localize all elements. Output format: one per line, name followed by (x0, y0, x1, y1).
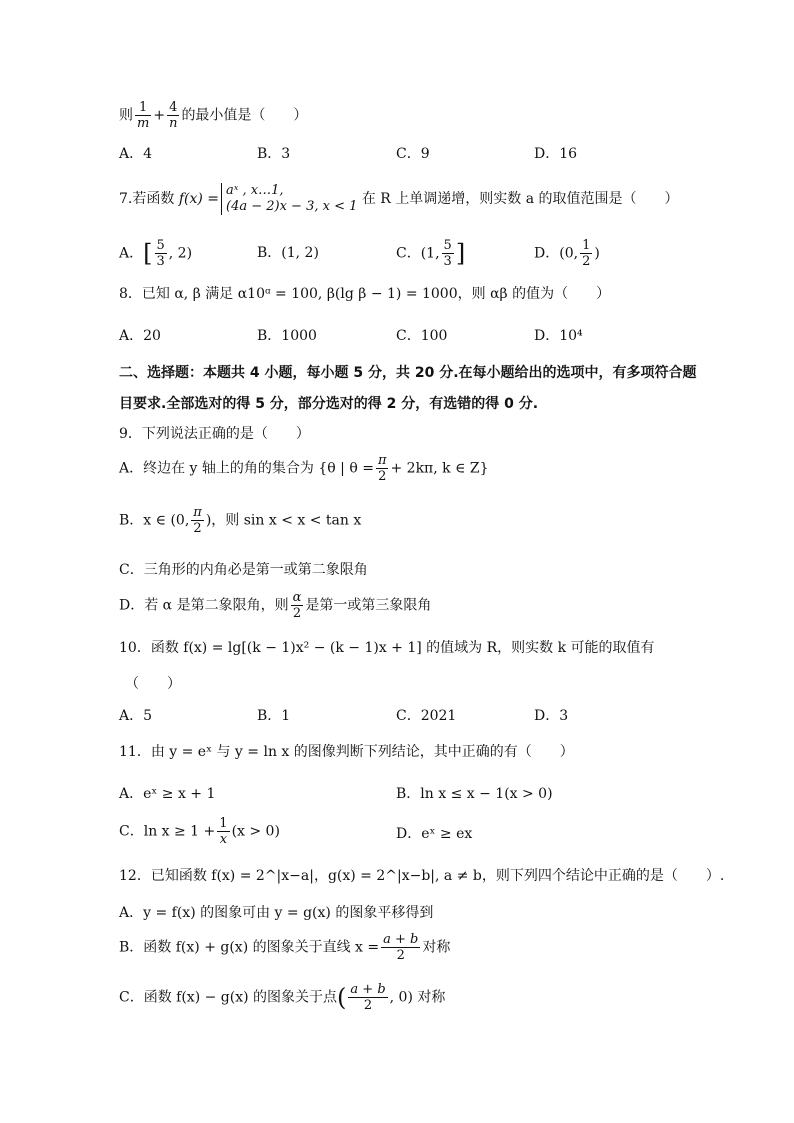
q12-stem: 12．已知函数 f(x) = 2^|x−a|，g(x) = 2^|x−b|, a ≠ b，则下列四个结论中正确的是（ ）. (119, 868, 725, 884)
q8-stem: 8．已知 α, β 满足 α10ᵅ = 100, β(lg β − 1) = 1000，则 αβ 的值为（ ） (119, 286, 611, 302)
q7-option-b: B．(1, 2) (257, 245, 319, 261)
q6-stem: 则 $\frac{1}{m}$ + $\frac{4}{n}$ 的最小值是（ ） (119, 100, 308, 131)
q6-option-c: C．9 (396, 146, 430, 162)
q10-option-b: B．1 (257, 708, 291, 724)
q10-stem: 10．函数 f(x) = lg[(k − 1)x² − (k − 1)x + 1] 的值域为 R，则实数 k 可能的取值有 (119, 640, 655, 656)
q10-option-a: A．5 (119, 708, 153, 724)
section-2-heading-line1: 二、选择题：本题共 4 小题，每小题 5 分，共 20 分.在每小题给出的选项中，有多项符合题 (119, 365, 697, 381)
q7-option-c: C．(1, $\frac{5}{3}$ ] (396, 238, 466, 269)
q8-option-a: A．20 (119, 328, 161, 344)
section-2-heading-line2: 目要求.全部选对的得 5 分，部分选对的得 2 分，有选错的得 0 分. (119, 396, 539, 412)
q9-option-c: C．三角形的内角必是第一或第二象限角 (119, 562, 368, 578)
q12-option-b: B．函数 f(x) + g(x) 的图象关于直线 x = $\frac{a + b}{2}$ 对称 (119, 932, 451, 963)
q7-option-d: D．(0, $\frac{1}{2}$ ) (534, 238, 600, 269)
q8-option-c: C．100 (396, 328, 448, 344)
q12-option-a: A．y = f(x) 的图象可由 y = g(x) 的图象平移得到 (119, 905, 434, 921)
fraction-1-over-m: $\frac{1}{m}$ (137, 100, 150, 131)
q6-option-d: D．16 (534, 146, 578, 162)
q9-option-b: B．x ∈ (0, $\frac{\pi}{2}$ )，则 sin x < x < tan x (119, 505, 362, 536)
q11-option-a: A．eˣ ≥ x + 1 (119, 786, 216, 802)
q10-option-c: C．2021 (396, 708, 457, 724)
q9-option-d: D．若 α 是第二象限角，则 $\frac{\alpha}{2}$ 是第一或第三象限角 (119, 590, 432, 621)
q7-stem: 7.若函数 f(x) = aˣ , x…1, (4a − 2)x − 3, x < 1 在 R 上单调递增，则实数 a 的取值范围是（ ） (119, 183, 679, 214)
q6-option-b: B．3 (257, 146, 291, 162)
q12-option-c: C．函数 f(x) − g(x) 的图象关于点( $\frac{a + b}{2}$ , 0) 对称 (119, 982, 446, 1013)
q11-stem: 11．由 y = eˣ 与 y = ln x 的图像判断下列结论，其中正确的有（ ） (119, 744, 574, 760)
q10-answer-paren: （ ） (125, 676, 181, 692)
q9-stem: 9．下列说法正确的是（ ） (119, 426, 310, 442)
q11-option-d: D．eˣ ≥ ex (396, 826, 473, 842)
q11-option-b: B．ln x ≤ x − 1(x > 0) (396, 786, 553, 802)
q10-option-d: D．3 (534, 708, 569, 724)
q11-option-c: C．ln x ≥ 1 + $\frac{1}{x}$ (x > 0) (119, 816, 280, 847)
q7-option-a: A．[ $\frac{5}{3}$ , 2) (119, 238, 193, 269)
q6-option-a: A．4 (119, 146, 153, 162)
q8-option-d: D．10⁴ (534, 328, 583, 344)
piecewise-function: aˣ , x…1, (4a − 2)x − 3, x < 1 (221, 183, 357, 215)
fraction-4-over-n: $\frac{4}{n}$ (169, 100, 178, 131)
q8-option-b: B．1000 (257, 328, 317, 344)
q9-option-a: A．终边在 y 轴上的角的集合为 {θ | θ = $\frac{\pi}{2}$ + 2kπ, k ∈ Z} (119, 453, 489, 484)
